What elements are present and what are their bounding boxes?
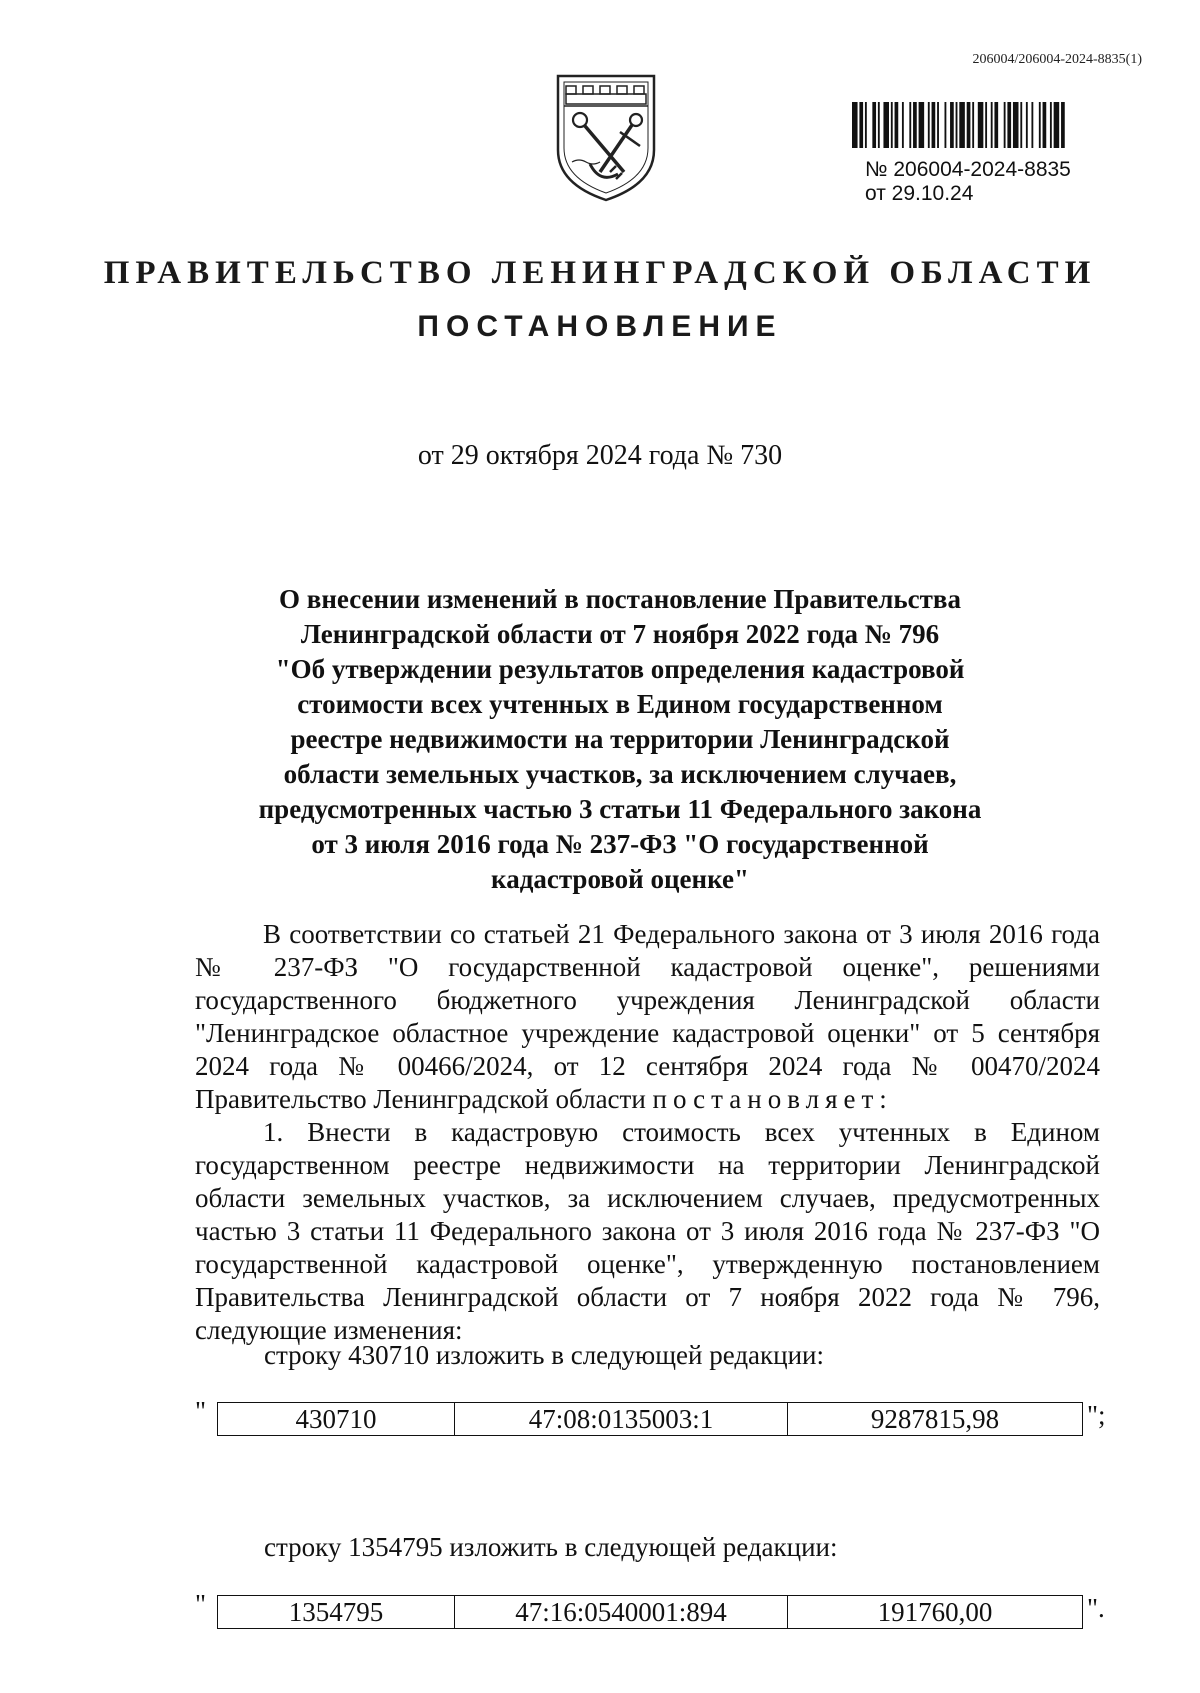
registration-number: № 206004-2024-8835 [865, 158, 1071, 181]
cadastral-number-cell: 47:08:0135003:1 [455, 1403, 788, 1435]
barcode-bar [859, 102, 863, 148]
table-row [195, 1589, 1115, 1631]
barcode-bar [1004, 102, 1006, 148]
barcode-bar [919, 102, 925, 148]
coat-of-arms-icon [552, 72, 660, 204]
barcode-bar [950, 102, 954, 148]
barcode-bar [1013, 102, 1019, 148]
heading-line: кадастровой оценке" [491, 864, 749, 894]
instruction-row-1: строку 430710 изложить в следующей редакции: [264, 1340, 825, 1370]
barcode-bar [1050, 102, 1052, 148]
barcode-bar [852, 102, 858, 148]
replacement-row-table [217, 1402, 1083, 1436]
heading-line: "Об утверждении результатов определения кадастровой [275, 654, 965, 684]
document-id: 206004/206004-2024-8835(1) [972, 52, 1142, 67]
barcode-bar [872, 102, 876, 148]
barcode-bar [865, 102, 867, 148]
quote-open: " [195, 1396, 207, 1426]
decree-heading [230, 582, 1010, 897]
barcode-bar [1043, 102, 1047, 148]
barcode-bar [937, 102, 939, 148]
cadastral-number-cell: 47:16:0540001:894 [455, 1596, 788, 1628]
barcode-bar [878, 102, 880, 148]
barcode-bar [959, 102, 965, 148]
quote-close: "; [1087, 1400, 1106, 1430]
heading-line: области земельных участков, за исключением случаев, [283, 759, 957, 789]
quote-close: ". [1087, 1593, 1105, 1623]
barcode-bar [902, 102, 904, 148]
barcode-bar [909, 102, 911, 148]
barcode-bar [1061, 102, 1065, 148]
row-number-cell: 430710 [218, 1403, 455, 1435]
barcode-bar [1020, 102, 1022, 148]
decree-verb: постановляет: [652, 1084, 893, 1114]
barcode-bar [932, 102, 936, 148]
barcode-bar [985, 102, 987, 148]
barcode-bar [928, 102, 930, 148]
barcode-bar [994, 102, 998, 148]
barcode-bar [1054, 102, 1060, 148]
preamble-paragraph [195, 918, 1100, 1116]
registration-date: от 29.10.24 [865, 182, 974, 205]
barcode-bar [883, 102, 889, 148]
cadastral-value-cell: 191760,00 [877, 1596, 993, 1627]
document-type-title: ПОСТАНОВЛЕНИЕ [417, 310, 783, 343]
barcode-bar [978, 102, 984, 148]
barcode-bar [956, 102, 958, 148]
instruction-row-2: строку 1354795 изложить в следующей редакции: [264, 1532, 838, 1562]
barcode-bar [991, 102, 993, 148]
barcode-bar [913, 102, 917, 148]
replacement-row-table [217, 1595, 1083, 1629]
heading-line: от 3 июля 2016 года № 237-ФЗ "О государственной [311, 829, 929, 859]
barcode-icon [852, 102, 1116, 148]
heading-line: О внесении изменений в постановление Правительства [279, 584, 961, 614]
preamble-text: В соответствии со статьей 21 Федерального закона от 3 июля 2016 года № 237-ФЗ "О государственной кадастровой оценке", решениями государственного бюджетного учреждения Ленинградской области "Ленинградское областное учреждение кадастровой оценки" от 5 сентября 2024 года № 00466/2024, от 12 сентября 2024 года № 00470/2024 Правительство Ленинградской области [195, 919, 1100, 1114]
barcode-bar [1039, 102, 1041, 148]
barcode-bar [895, 102, 899, 148]
decree-date-number: от 29 октября 2024 года № 730 [417, 440, 783, 471]
barcode-bar [945, 102, 947, 148]
government-title: ПРАВИТЕЛЬСТВО ЛЕНИНГРАДСКОЙ ОБЛАСТИ [103, 255, 1097, 291]
barcode-bar [1007, 102, 1011, 148]
heading-line: предусмотренных частью 3 статьи 11 Федерального закона [258, 794, 982, 824]
barcode-bar [891, 102, 893, 148]
quote-open: " [195, 1589, 207, 1619]
row-number-cell: 1354795 [218, 1596, 455, 1628]
table-row [195, 1396, 1115, 1438]
heading-line: реестре недвижимости на территории Ленинградской [290, 724, 950, 754]
barcode-bar [1031, 102, 1033, 148]
heading-line: стоимости всех учтенных в Едином государственном [297, 689, 943, 719]
clause-1-paragraph: 1. Внести в кадастровую стоимость всех учтенных в Едином государственном реестре недвижимости на территории Ленинградской области земельных участков, за исключением случаев, предусмотренных частью 3 статьи 11 Федерального закона от 3 июля 2016 года № 237-ФЗ "О государственной кадастровой оценке", утвержденную постановлением Правительства Ленинградской области от 7 ноября 2022 года № 796, следующие изменения: [195, 1117, 1100, 1345]
barcode-bar [972, 102, 974, 148]
heading-line: Ленинградской области от 7 ноября 2022 года № 796 [300, 619, 940, 649]
barcode-bar [1026, 102, 1028, 148]
barcode-bar [967, 102, 971, 148]
cadastral-value-cell: 9287815,98 [870, 1403, 1000, 1434]
